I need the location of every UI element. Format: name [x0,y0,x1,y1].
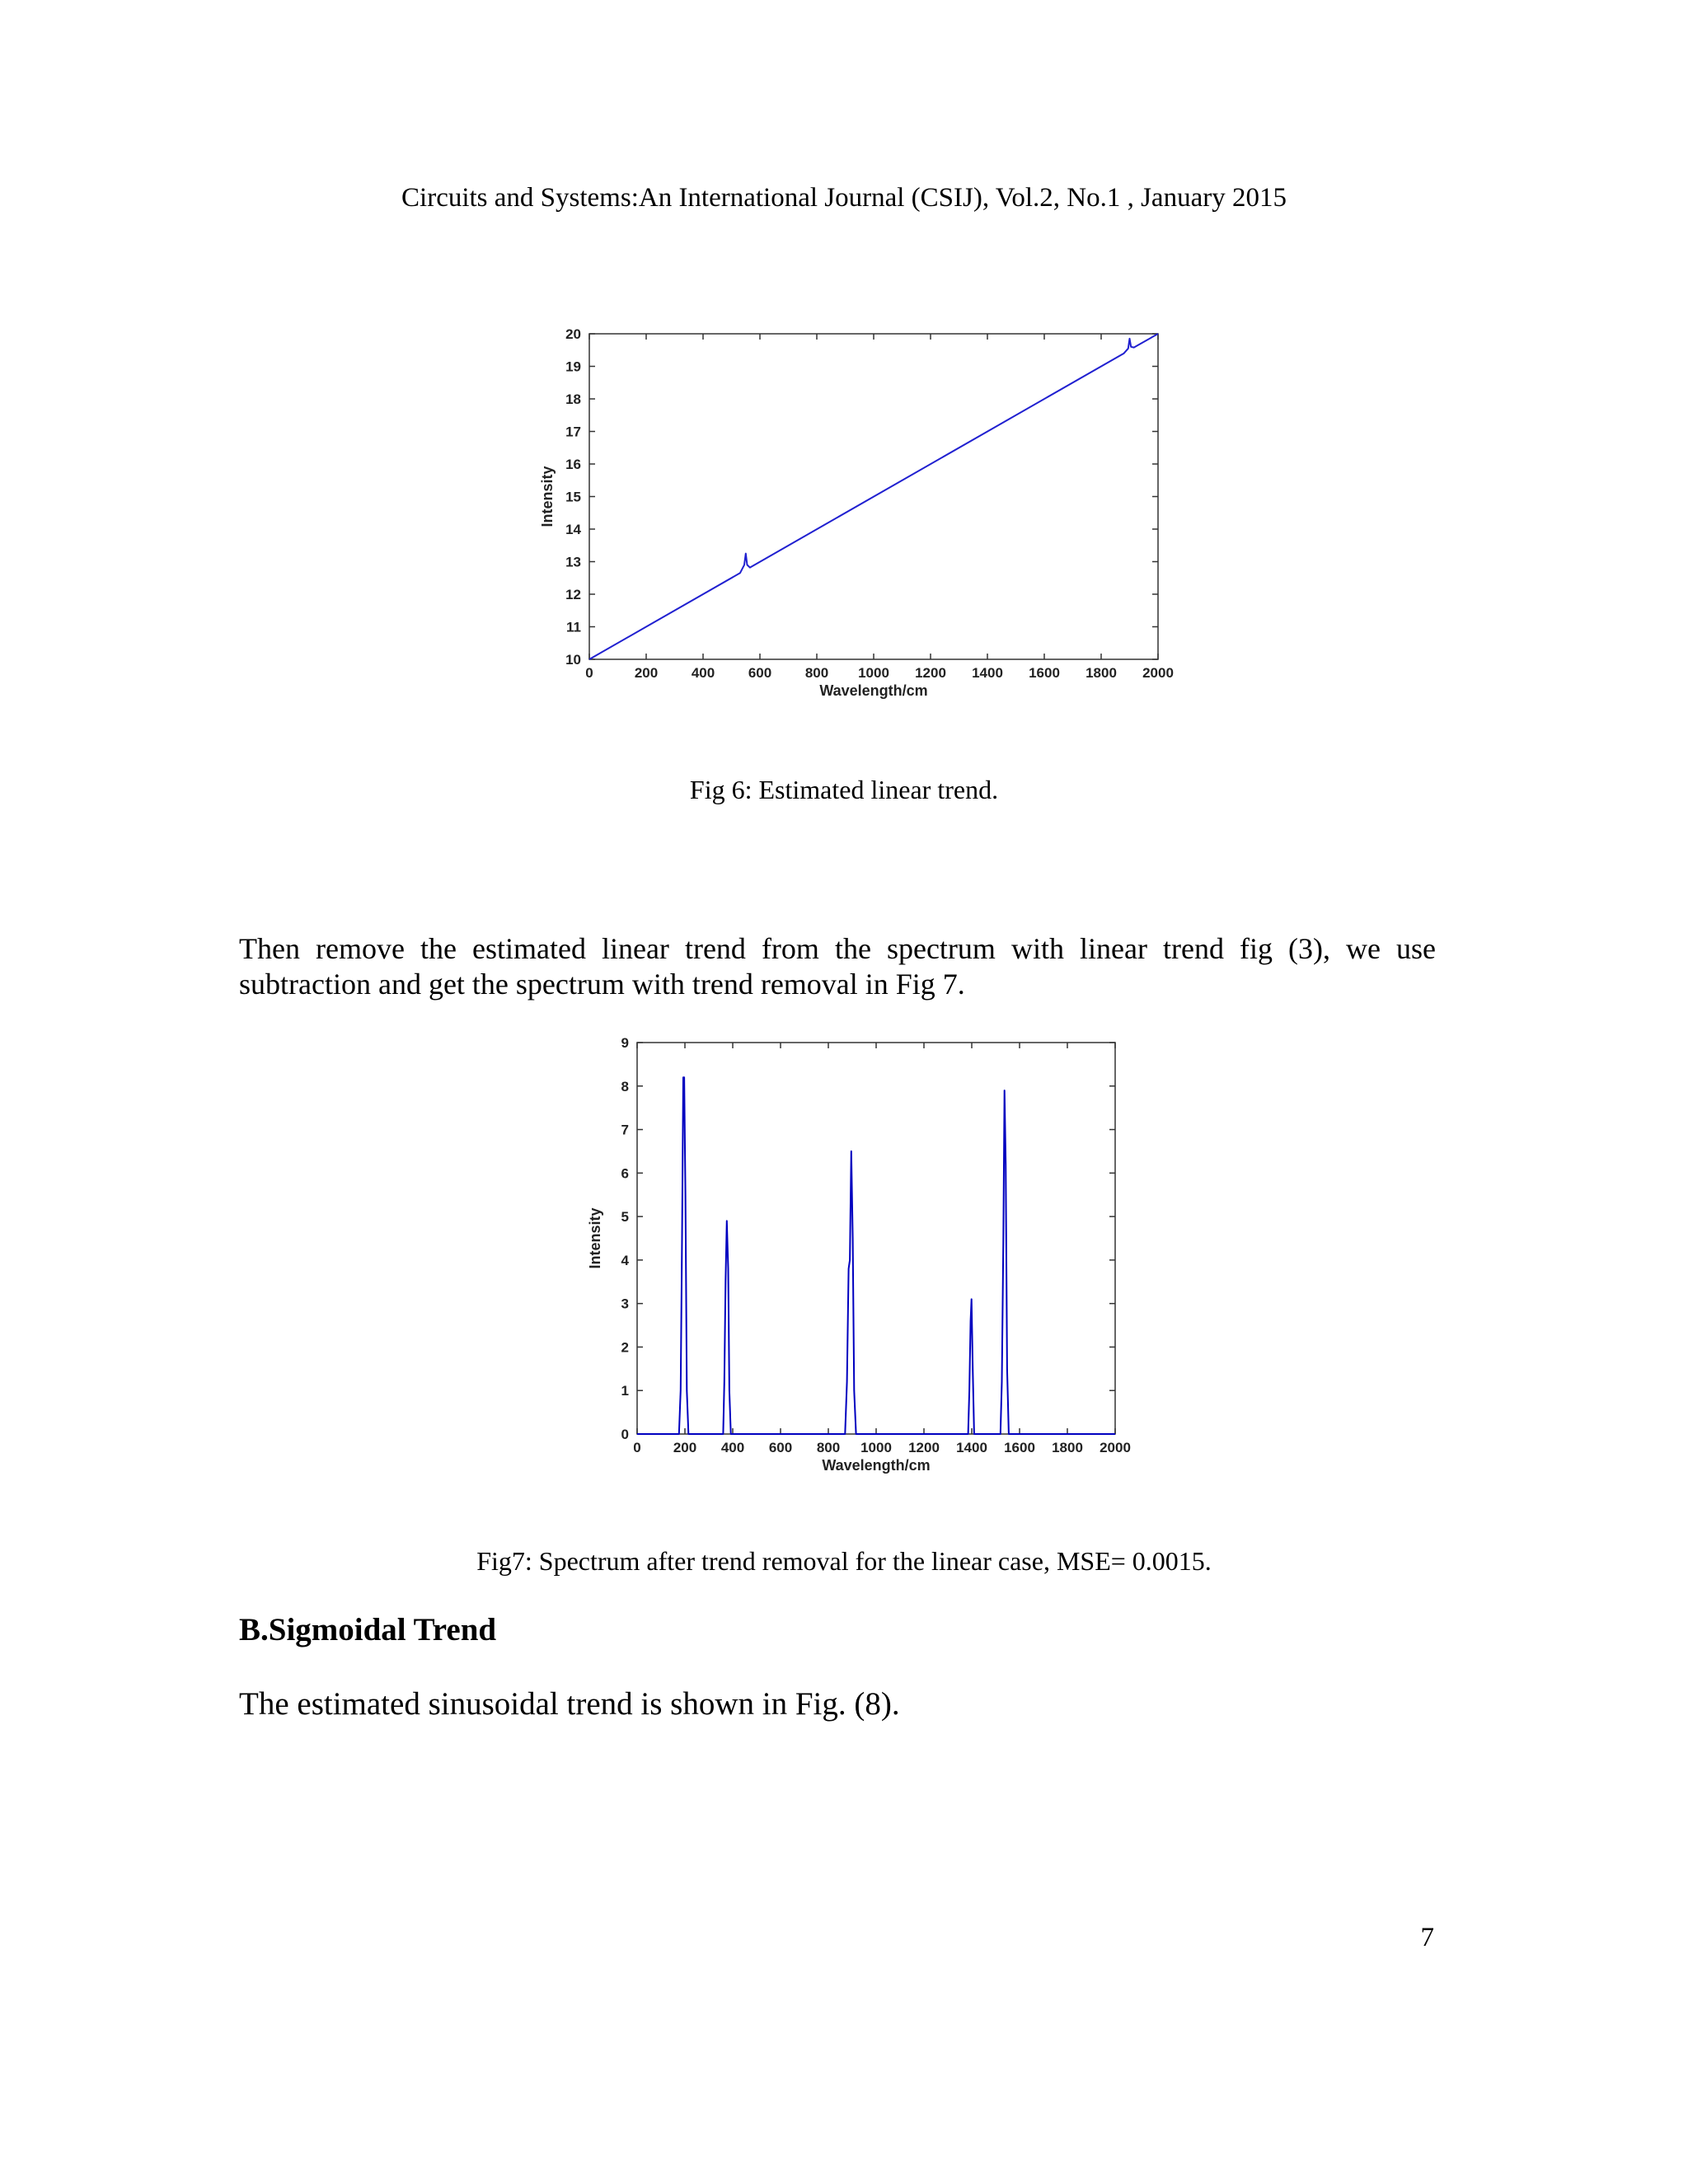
x-tick-label: 1600 [1004,1440,1035,1455]
x-tick-label: 1400 [956,1440,987,1455]
y-tick-label: 11 [566,619,581,635]
x-tick-label: 600 [768,1440,793,1455]
x-tick-label: 1200 [915,665,946,681]
body-paragraph-1: Then remove the estimated linear trend from the spectrum with linear trend fig (3), we use subtraction and get the spectrum with trend removal in Fig 7. [239,932,1436,1001]
x-axis-label: Wavelength/cm [819,682,928,699]
x-tick-label: 1800 [1052,1440,1083,1455]
x-tick-label: 200 [673,1440,697,1455]
x-tick-label: 0 [585,665,593,681]
y-tick-label: 15 [565,489,581,505]
x-tick-label: 400 [720,1440,745,1455]
y-tick-label: 6 [621,1165,629,1182]
y-tick-label: 2 [621,1339,629,1356]
y-tick-label: 1 [621,1383,629,1399]
figure-7 [589,1034,1150,1496]
y-tick-label: 14 [565,522,581,537]
y-tick-label: 5 [621,1209,629,1226]
plot-frame [637,1043,1115,1434]
chart-spectrum-after-trend-removal [589,1034,1150,1496]
figure-6 [519,326,1195,713]
x-tick-label: 1000 [858,665,889,681]
y-tick-label: 17 [565,424,581,440]
y-tick-label: 12 [565,587,581,602]
y-tick-label: 9 [621,1035,629,1051]
x-tick-label: 600 [748,665,772,681]
y-tick-label: 4 [621,1252,629,1268]
x-tick-label: 400 [691,665,715,681]
x-tick-label: 1200 [908,1440,940,1455]
y-tick-label: 0 [621,1427,629,1442]
y-tick-label: 16 [565,457,581,472]
figure-7-caption: Fig7: Spectrum after trend removal for the linear case, MSE= 0.0015. [476,1546,1212,1576]
running-header: Circuits and Systems:An International Journal (CSIJ), Vol.2, No.1 , January 2015 [401,183,1287,213]
x-tick-label: 2000 [1142,665,1174,681]
x-axis-label: Wavelength/cm [822,1457,931,1474]
y-tick-label: 20 [565,326,581,342]
y-tick-label: 3 [621,1296,629,1312]
y-axis-label: Intensity [539,466,556,527]
chart-estimated-linear-trend [519,326,1195,713]
y-tick-label: 7 [621,1122,629,1138]
y-tick-label: 18 [565,391,581,407]
y-axis-label: Intensity [587,1207,603,1269]
body-paragraph-2: The estimated sinusoidal trend is shown in Fig. (8). [239,1686,900,1722]
x-tick-label: 2000 [1100,1440,1131,1455]
x-tick-label: 800 [804,665,829,681]
figure-6-caption: Fig 6: Estimated linear trend. [689,775,999,804]
x-tick-label: 1000 [860,1440,892,1455]
x-tick-label: 200 [634,665,659,681]
x-tick-label: 1400 [972,665,1003,681]
x-tick-label: 1600 [1029,665,1060,681]
page-number: 7 [1420,1923,1434,1952]
y-tick-label: 13 [565,554,581,570]
y-tick-label: 8 [621,1078,629,1094]
y-tick-label: 19 [565,359,581,375]
y-tick-label: 10 [565,652,581,668]
section-heading: B.Sigmoidal Trend [239,1612,497,1647]
x-tick-label: 1800 [1085,665,1117,681]
x-tick-label: 800 [816,1440,841,1455]
x-tick-label: 0 [633,1440,641,1455]
